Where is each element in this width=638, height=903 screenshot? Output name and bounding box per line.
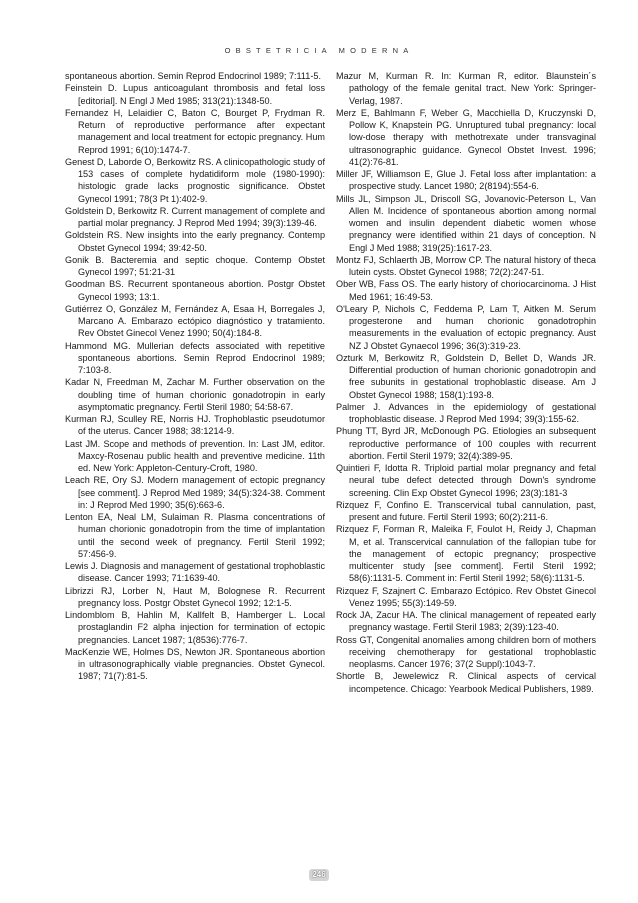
reference-entry: Montz FJ, Schlaerth JB, Morrow CP. The natural history of theca lutein cysts. Obstet Gynecol 1988; 72(2):247-51.: [336, 254, 596, 277]
reference-entry: Lewis J. Diagnosis and management of gestational trophoblastic disease. Cancer 1993; 71:1639-40.: [65, 561, 325, 584]
reference-entry: Kadar N, Freedman M, Zachar M. Further observation on the doubling time of human chorionic gonadotropin in early asymptomatic pregnancy. Fertil Steril 1980; 54:58-67.: [65, 377, 325, 412]
reference-entry: Goodman BS. Recurrent spontaneous abortion. Postgr Obstet Gynecol 1993; 13:1.: [65, 279, 325, 302]
reference-entry: Rizquez F, Confino E. Transcervical tubal cannulation, past, present and future. Fertil Steril 1993; 60(2):211-6.: [336, 499, 596, 522]
reference-entry: Palmer J. Advances in the epidemiology of gestational trophoblastic disease. J Reprod Med 1994; 39(3):155-62.: [336, 401, 596, 424]
references-left-column: [65, 70, 325, 683]
running-header: OBSTETRICIA MODERNA: [224, 46, 414, 55]
reference-entry: Leach RE, Ory SJ. Modern management of ectopic pregnancy [see comment]. J Reprod Med 1989; 34(5):324-38. Comment in: J Reprod Med 1990; 35(6):663-6.: [65, 475, 325, 510]
reference-entry: Gonik B. Bacteremia and septic choque. Contemp Obstet Gynecol 1997; 51:21-31: [65, 254, 325, 277]
reference-entry: Librizzi RJ, Lorber N, Haut M, Bolognese R. Recurrent pregnancy loss. Postgr Obstet Gynecol 1992; 12:1-5.: [65, 585, 325, 608]
reference-entry: Mills JL, Simpson JL, Driscoll SG, Jovanovic-Peterson L, Van Allen M. Incidence of spontaneous abortion among normal women and insulin dependent diabetic women whose pregnancy were identified within 21 days of conception. N Engl J Med 1988; 319(25):1617-23.: [336, 193, 596, 253]
reference-entry: Ozturk M, Berkowitz R, Goldstein D, Bellet D, Wands JR. Differential production of human chorionic gonadotropin and free subunits in gestational trophoblastic disease. Am J Obstet Gynecol 1988; 158(1):193-8.: [336, 352, 596, 400]
reference-entry: Goldstein D, Berkowitz R. Current management of complete and partial molar pregnancy. J Reprod Med 1994; 39(3):139-46.: [65, 205, 325, 228]
reference-entry: Rock JA, Zacur HA. The clinical management of repeated early pregnancy wastage. Fertil Steril 1983; 2(39):123-40.: [336, 610, 596, 633]
reference-entry: Fernandez H, Lelaidier C, Baton C, Bourget P, Frydman R. Return of reproductive performance after expectant management and local treatment for ectopic pregnancy. Hum Reprod 1991; 6(10):1474-7.: [65, 107, 325, 155]
reference-entry: Rizquez F, Szajnert C. Embarazo Ectópico. Rev Obstet Ginecol Venez 1995; 55(3):149-59.: [336, 585, 596, 608]
reference-entry: Ross GT, Congenital anomalies among children born of mothers receiving chemotherapy for gestational trophoblastic neoplasms. Cancer 1976; 37(2 Suppl):1043-7.: [336, 634, 596, 669]
reference-entry: MacKenzie WE, Holmes DS, Newton JR. Spontaneous abortion in ultrasonographically viable pregnancies. Obstet Gynecol. 1987; 71(7):81-5.: [65, 646, 325, 682]
reference-entry: spontaneous abortion. Semin Reprod Endocrinol 1989; 7:111-5.: [65, 71, 321, 81]
reference-entry: O'Leary P, Nichols C, Feddema P, Lam T, Aitken M. Serum progesterone and human chorionic gonadotrophin measurements in the evaluation of ectopic pregnancy. Aust NZ J Obstet Gynaecol 1996; 36(3):319-23.: [336, 303, 596, 351]
references-right-column: [336, 70, 596, 695]
reference-entry: Feinstein D. Lupus anticoagulant thrombosis and fetal loss [editorial]. N Engl J Med 1985; 313(21):1348-50.: [65, 83, 325, 106]
reference-entry: Goldstein RS. New insights into the early pregnancy. Contemp Obstet Gynecol 1994; 39:42-50.: [65, 230, 325, 253]
reference-entry: Lenton EA, Neal LM, Sulaiman R. Plasma concentrations of human chorionic gonadotropin from the time of implantation until the second week of pregnancy. Fertil Steril 1992; 57:456-9.: [65, 512, 325, 559]
page-number: 246: [309, 869, 329, 881]
reference-entry: Lindomblom B, Hahlin M, Kallfelt B, Hamberger L. Local prostaglandin F2 alpha injection for termination of ectopic pregnancies. Lancet 1987; 1(8536):776-7.: [65, 610, 325, 645]
reference-entry: Shortle B, Jewelewicz R. Clinical aspects of cervical incompetence. Chicago: Yearbook Medical Publishers, 1989.: [336, 671, 596, 694]
reference-entry: Phung TT, Byrd JR, McDonough PG. Etiologies an subsequent reproductive performance of 100 couples with recurrent abortion. Fertil Steril 1979; 32(4):389-95.: [336, 426, 596, 461]
reference-entry: Hammond MG. Mullerian defects associated with repetitive spontaneous abortions. Semin Reprod Endocrinol 1989; 7:103-8.: [65, 340, 325, 375]
reference-entry: Gutiérrez O, González M, Fernández A, Esaa H, Borregales J, Marcano A. Embarazo ectópico diagnóstico y tratamiento. Rev Obstet Ginecol Venez 1990; 50(4):184-8.: [65, 303, 325, 339]
reference-entry: Merz E, Bahlmann F, Weber G, Macchiella D, Kruczynski D, Pollow K, Knapstein PG. Unruptured tubal pregnancy: local low-dose therapy with methotrexate under transvaginal ultrasonographic guidance. Gynecol Obstet Invest. 1996; 41(2):76-81.: [336, 107, 596, 167]
reference-entry: Genest D, Laborde O, Berkowitz RS. A clinicopathologic study of 153 cases of complete hydatidiform mole (1980-1990): histologic grade lacks prognostic significance. Obstet Gynecol 1991; 78(3 Pt 1):402-9.: [65, 156, 325, 204]
reference-entry: Miller JF, Williamson E, Glue J. Fetal loss after implantation: a prospective study. Lancet 1980; 2(8194):554-6.: [336, 169, 596, 192]
reference-entry: Ober WB, Fass OS. The early history of choriocarcinoma. J Hist Med 1961; 16:49-53.: [336, 279, 596, 302]
reference-entry: Last JM. Scope and methods of prevention. In: Last JM, editor. Maxcy-Rosenau public health and preventive medicine. 11th ed. New York: Appleton-Century-Croft, 1980.: [65, 438, 325, 473]
reference-entry: Rizquez F, Forman R, Maleika F, Foulot H, Reidy J, Chapman M, et al. Transcervical cannulation of the fallopian tube for the management of ectopic pregnancy; prospective multicenter study [see comment]. Fertil Steril 1992; 58(6):1131-5. Comment in: Fertil Steril 1992; 58(6):1131-5.: [336, 524, 596, 584]
reference-entry: Kurman RJ, Sculley RE, Norris HJ. Trophoblastic pseudotumor of the uterus. Cancer 1988; 38:1214-9.: [65, 414, 325, 437]
reference-entry: Mazur M, Kurman R. In: Kurman R, editor. Blaunstein´s pathology of the female genital tract. New York: Springer-Verlag, 1987.: [336, 71, 596, 106]
reference-entry: Quintieri F, Idotta R. Triploid partial molar pregnancy and fetal neural tube defect detected through Down's syndrome screening. Clin Exp Obstet Gynecol 1996; 23(3):181-3: [336, 463, 596, 498]
